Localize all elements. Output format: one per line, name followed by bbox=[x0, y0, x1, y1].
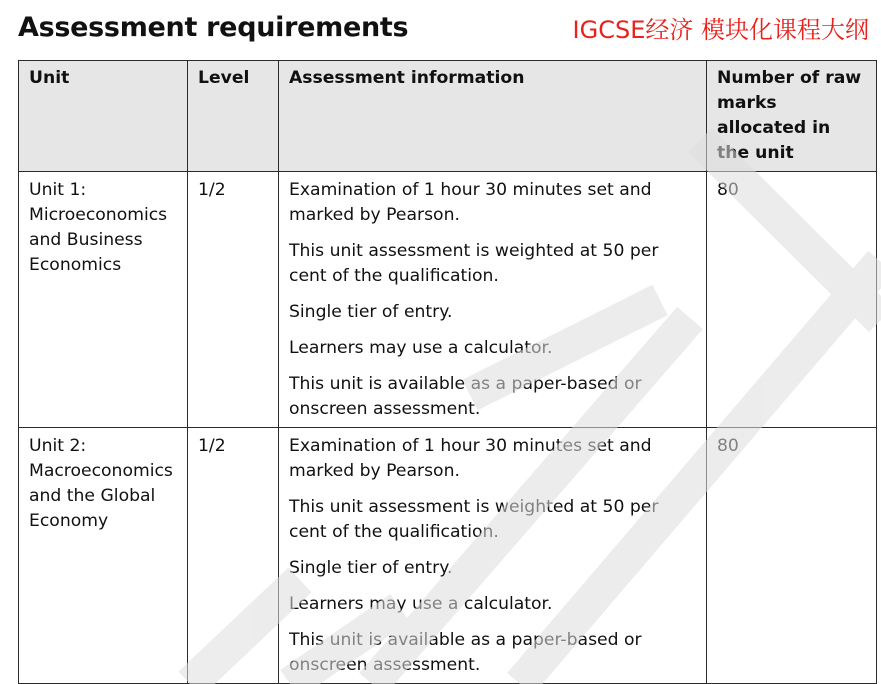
column-header-unit: Unit bbox=[19, 61, 188, 172]
assessment-info-cell bbox=[279, 172, 707, 428]
level-cell: 1/2 bbox=[188, 172, 279, 428]
info-paragraph: This unit assessment is weighted at 50 per cent of the qualification. bbox=[289, 241, 659, 286]
column-header-level: Level bbox=[188, 61, 279, 172]
info-paragraph: Examination of 1 hour 30 minutes set and marked by Pearson. bbox=[289, 436, 652, 481]
info-paragraph: This unit is available as a paper-based or onscreen assessment. bbox=[289, 374, 642, 419]
assessment-info-cell bbox=[279, 428, 707, 684]
table-row bbox=[19, 428, 877, 684]
info-paragraph: This unit assessment is weighted at 50 per cent of the qualification. bbox=[289, 497, 659, 542]
table-row bbox=[19, 172, 877, 428]
page-title: Assessment requirements bbox=[18, 12, 409, 43]
marks-cell: 80 bbox=[707, 172, 877, 428]
info-paragraph: Learners may use a calculator. bbox=[289, 338, 553, 358]
info-paragraph: Learners may use a calculator. bbox=[289, 594, 553, 614]
info-paragraph: Examination of 1 hour 30 minutes set and marked by Pearson. bbox=[289, 180, 652, 225]
red-stamp-label: IGCSE经济 模块化课程大纲 bbox=[572, 16, 869, 44]
assessment-table bbox=[18, 60, 877, 684]
info-paragraph: Single tier of entry. bbox=[289, 558, 453, 578]
unit-cell: Unit 1: Microeconomics and Business Economics bbox=[19, 172, 188, 428]
marks-cell: 80 bbox=[707, 428, 877, 684]
info-paragraph: Single tier of entry. bbox=[289, 302, 453, 322]
level-cell: 1/2 bbox=[188, 428, 279, 684]
unit-cell: Unit 2: Macroeconomics and the Global Economy bbox=[19, 428, 188, 684]
column-header-raw-marks: Number of raw marks allocated in the unit bbox=[707, 61, 877, 172]
info-paragraph: This unit is available as a paper-based or onscreen assessment. bbox=[289, 630, 642, 675]
column-header-assessment-information: Assessment information bbox=[279, 61, 707, 172]
table-header-row bbox=[19, 61, 877, 172]
